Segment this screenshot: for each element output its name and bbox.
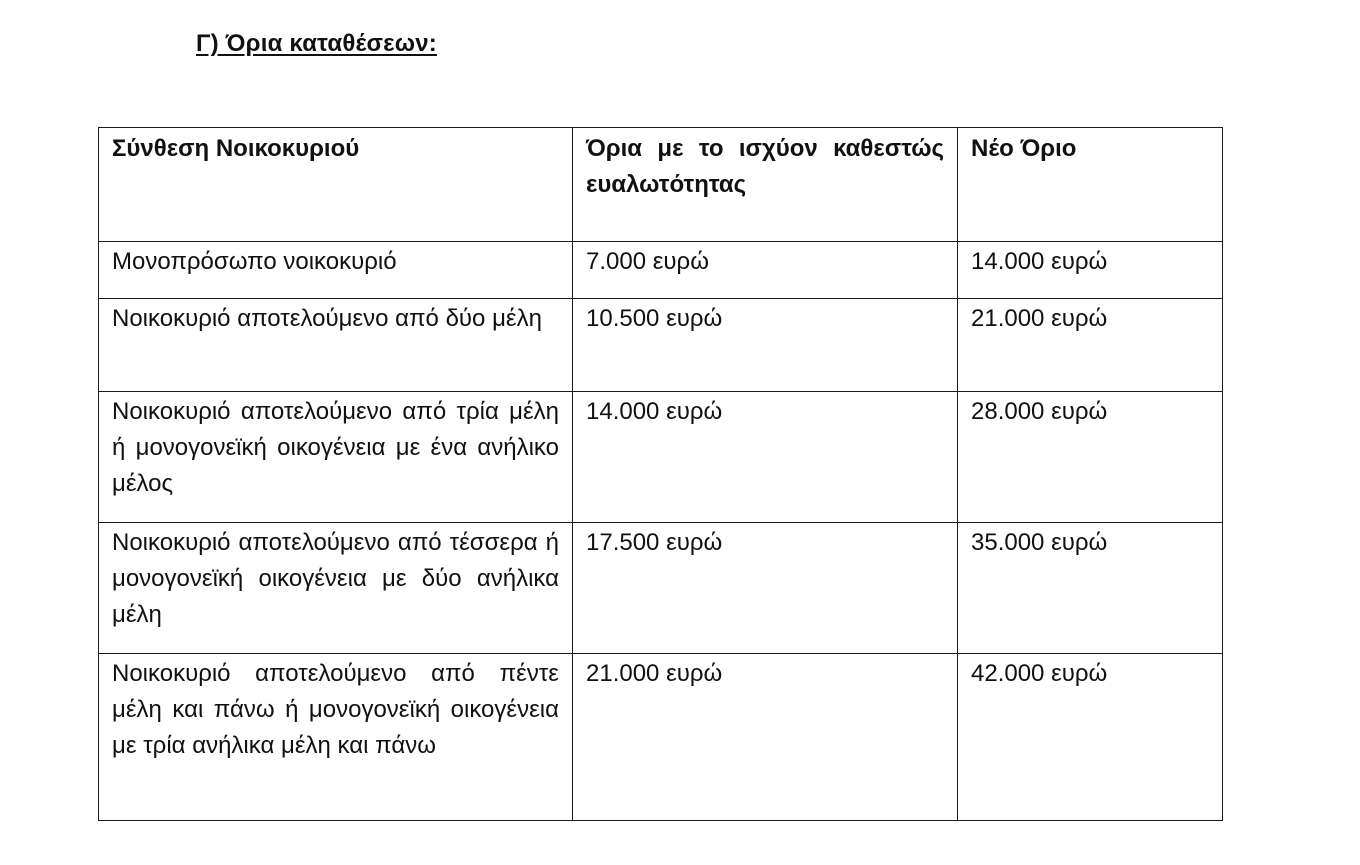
table-header-row xyxy=(99,128,1223,242)
household-cell: Νοικοκυριό αποτελούμενο από πέντε μέλη και πάνω ή μονογονεϊκή οικογένεια με τρία ανήλικα μέλη και πάνω xyxy=(99,654,573,821)
header-household-composition: Σύνθεση Νοικοκυριού xyxy=(99,128,573,242)
current-limit-cell: 7.000 ευρώ xyxy=(573,242,958,299)
table-row xyxy=(99,299,1223,392)
current-limit-cell: 17.500 ευρώ xyxy=(573,523,958,654)
new-limit-cell: 42.000 ευρώ xyxy=(958,654,1223,821)
new-limit-cell: 35.000 ευρώ xyxy=(958,523,1223,654)
household-cell: Μονοπρόσωπο νοικοκυριό xyxy=(99,242,573,299)
household-cell: Νοικοκυριό αποτελούμενο από τρία μέλη ή μονογονεϊκή οικογένεια με ένα ανήλικο μέλος xyxy=(99,392,573,523)
household-cell: Νοικοκυριό αποτελούμενο από δύο μέλη xyxy=(99,299,573,392)
current-limit-cell: 21.000 ευρώ xyxy=(573,654,958,821)
current-limit-cell: 10.500 ευρώ xyxy=(573,299,958,392)
table-row xyxy=(99,523,1223,654)
section-heading: Γ) Όρια καταθέσεων: xyxy=(196,30,437,57)
current-limit-cell: 14.000 ευρώ xyxy=(573,392,958,523)
table-row xyxy=(99,654,1223,821)
household-cell: Νοικοκυριό αποτελούμενο από τέσσερα ή μονογονεϊκή οικογένεια με δύο ανήλικα μέλη xyxy=(99,523,573,654)
deposit-limits-table xyxy=(98,127,1223,821)
table-row xyxy=(99,392,1223,523)
new-limit-cell: 21.000 ευρώ xyxy=(958,299,1223,392)
new-limit-cell: 28.000 ευρώ xyxy=(958,392,1223,523)
new-limit-cell: 14.000 ευρώ xyxy=(958,242,1223,299)
header-current-limits: Όρια με το ισχύον καθεστώς ευαλωτότητας xyxy=(573,128,958,242)
table-row xyxy=(99,242,1223,299)
header-new-limit: Νέο Όριο xyxy=(958,128,1223,242)
